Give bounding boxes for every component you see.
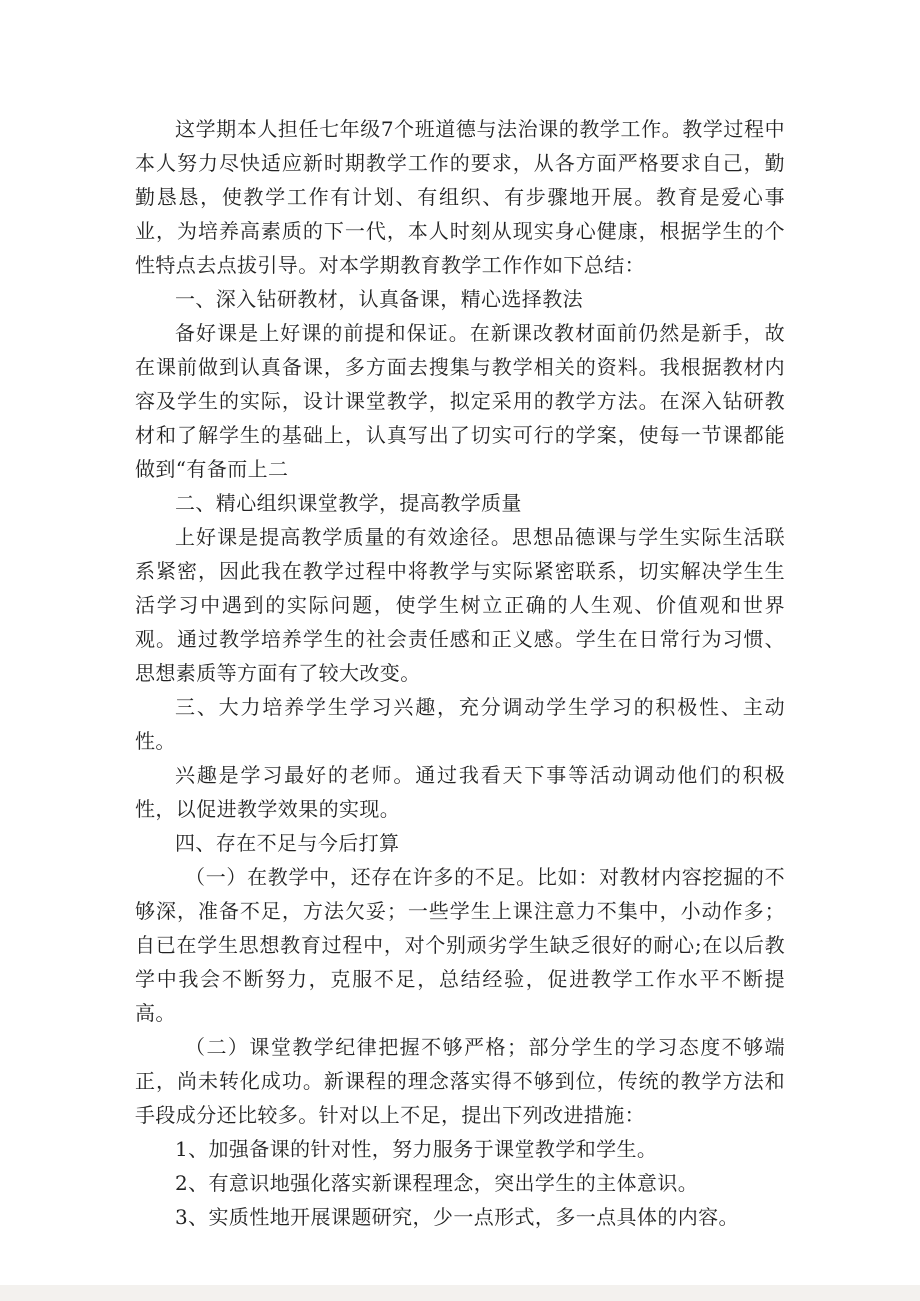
shortcoming-paragraph-2: （二）课堂教学纪律把握不够严格；部分学生的学习态度不够端正，尚未转化成功。新课程的理念落实得不够到位，传统的教学方法和手段成分还比较多。针对以上不足，提出下列改进措施： (135, 1035, 785, 1127)
measure-item-1: 1、加强备课的针对性，努力服务于课堂教学和学生。 (175, 1137, 658, 1161)
section-heading-4: 四、存在不足与今后打算 (175, 831, 400, 855)
section-3-paragraph: 兴趣是学习最好的老师。通过我看天下事等活动调动他们的积极性，以促进教学效果的实现。 (135, 763, 785, 821)
shortcoming-paragraph-1: （一）在教学中，还存在许多的不足。比如：对教材内容挖掘的不够深，准备不足，方法欠妥；一些学生上课注意力不集中，小动作多；自已在学生思想教育过程中，对个别顽劣学生缺乏很好的耐心;在以后教学中我会不断努力，克服不足，总结经验，促进教学工作水平不断提高。 (135, 865, 785, 1025)
section-heading-1: 一、深入钻研教材，认真备课，精心选择教法 (175, 287, 583, 311)
measure-item-3: 3、实质性地开展课题研究，少一点形式，多一点具体的内容。 (175, 1205, 739, 1229)
section-1-paragraph: 备好课是上好课的前提和保证。在新课改教材面前仍然是新手，故在课前做到认真备课，多方面去搜集与教学相关的资料。我根据教材内容及学生的实际，设计课堂教学，拟定采用的教学方法。在深入钻研教材和了解学生的基础上，认真写出了切实可行的学案，使每一节课都能做到“有备而上二 (135, 321, 785, 481)
section-heading-2: 二、精心组织课堂教学，提高教学质量 (175, 491, 522, 515)
measure-item-2: 2、有意识地强化落实新课程理念，突出学生的主体意识。 (175, 1171, 699, 1195)
section-heading-3: 三、大力培养学生学习兴趣，充分调动学生学习的积极性、主动性。 (135, 695, 785, 753)
document-body (135, 112, 785, 1234)
section-2-paragraph: 上好课是提高教学质量的有效途径。思想品德课与学生实际生活联系紧密，因此我在教学过程中将教学与实际紧密联系，切实解决学生生活学习中遇到的实际问题，使学生树立正确的人生观、价值观和世界观。通过教学培养学生的社会责任感和正义感。学生在日常行为习惯、思想素质等方面有了较大改变。 (135, 525, 785, 685)
intro-paragraph: 这学期本人担任七年级7个班道德与法治课的教学工作。教学过程中本人努力尽快适应新时期教学工作的要求，从各方面严格要求自己，勤勤恳恳，使教学工作有计划、有组织、有步骤地开展。教育是爱心事业，为培养高素质的下一代，本人时刻从现实身心健康，根据学生的个性特点去点拔引导。对本学期教育教学工作作如下总结： (135, 117, 785, 277)
page-bottom-bar (0, 1285, 920, 1301)
